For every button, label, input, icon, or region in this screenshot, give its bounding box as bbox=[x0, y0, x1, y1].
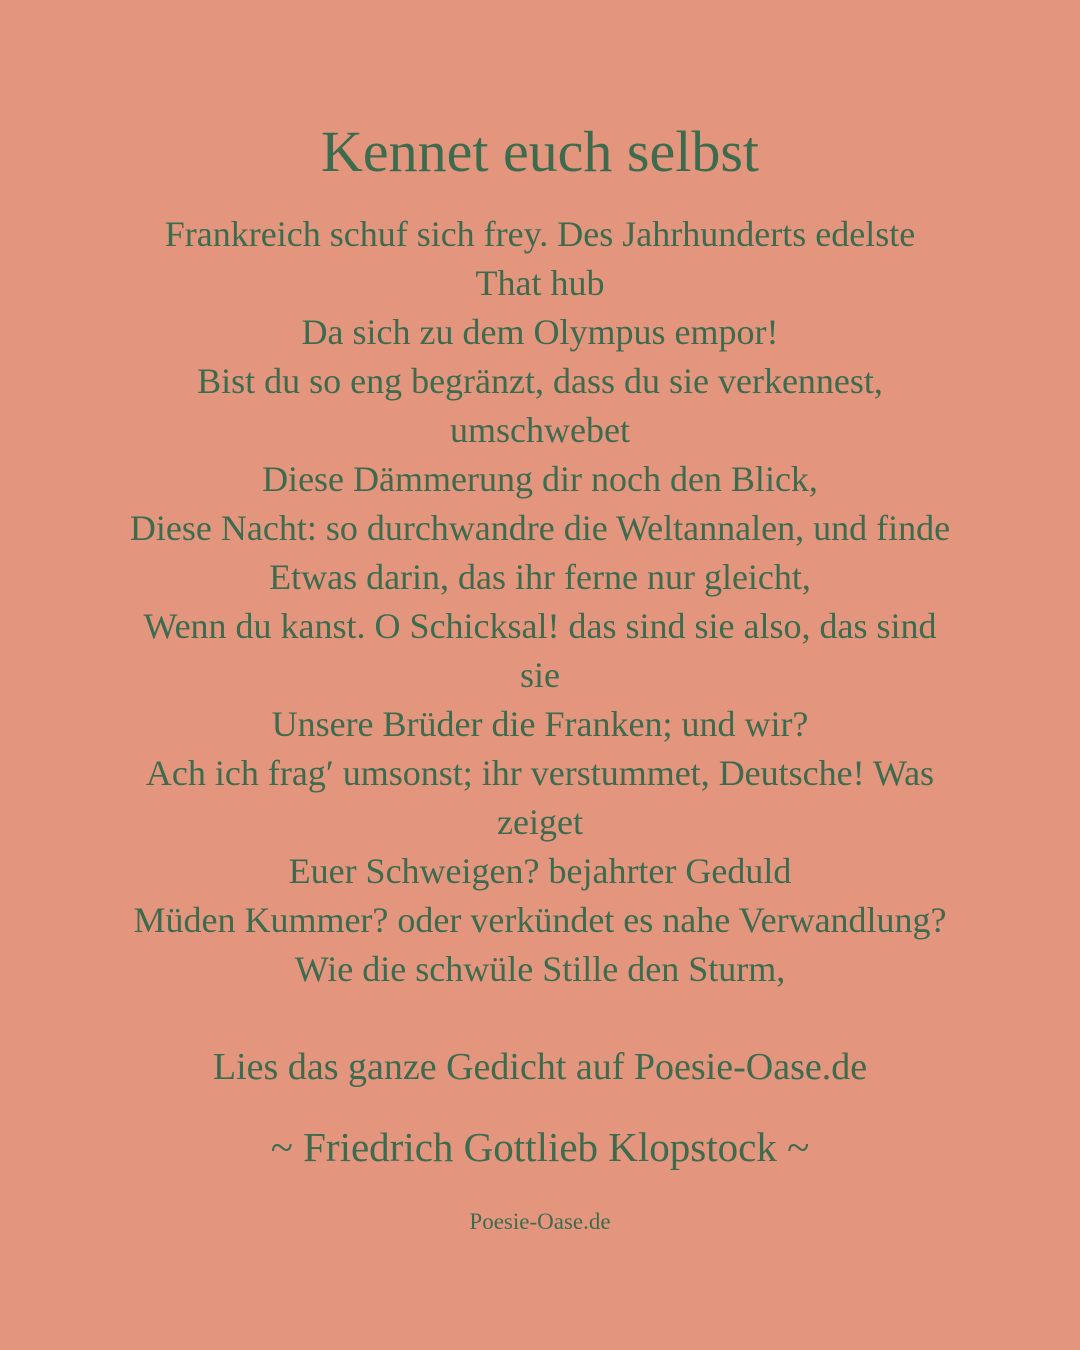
read-full-poem-text: Lies das ganze Gedicht auf Poesie-Oase.de bbox=[212, 1046, 868, 1088]
poem-line: Frankreich schuf sich frey. Des Jahrhunderts edelste bbox=[164, 214, 916, 254]
site-watermark: Poesie-Oase.de bbox=[469, 1209, 611, 1234]
poem-line: umschwebet bbox=[450, 410, 630, 450]
poem-line: zeiget bbox=[497, 802, 583, 842]
poem-line: Diese Dämmerung dir noch den Blick, bbox=[262, 459, 818, 499]
poem-line: Wie die schwüle Stille den Sturm, bbox=[294, 949, 786, 989]
poem-line: Unsere Brüder die Franken; und wir? bbox=[271, 704, 809, 744]
poem-line: That hub bbox=[475, 263, 605, 303]
poem-line: Euer Schweigen? bejahrter Geduld bbox=[288, 851, 792, 891]
poem-title: Kennet euch selbst bbox=[320, 119, 760, 184]
poem-line: Da sich zu dem Olympus empor! bbox=[301, 312, 779, 352]
poem-line: Ach ich frag′ umsonst; ihr verstummet, Deutsche! Was bbox=[145, 753, 935, 793]
poem-body bbox=[40, 210, 1040, 994]
poem-line: sie bbox=[520, 655, 560, 695]
poem-line: Müden Kummer? oder verkündet es nahe Verwandlung? bbox=[133, 900, 947, 940]
poem-line: Bist du so eng begränzt, dass du sie verkennest, bbox=[197, 361, 883, 401]
poem-line: Diese Nacht: so durchwandre die Weltannalen, und finde bbox=[129, 508, 951, 548]
poem-line: Wenn du kanst. O Schicksal! das sind sie also, das sind bbox=[143, 606, 937, 646]
poem-line: Etwas darin, das ihr ferne nur gleicht, bbox=[269, 557, 811, 597]
poem-author: ~ Friedrich Gottlieb Klopstock ~ bbox=[270, 1124, 810, 1170]
